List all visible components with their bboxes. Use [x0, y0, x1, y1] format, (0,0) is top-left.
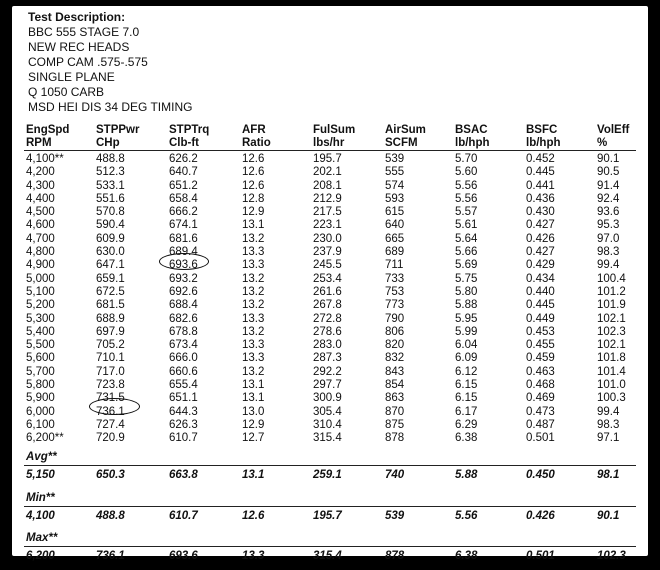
table-cell: 245.5	[313, 259, 342, 272]
table-cell: 5.61	[455, 219, 478, 232]
column-header	[385, 124, 426, 150]
table-cell: 102.1	[597, 312, 626, 325]
table-cell: 551.6	[96, 192, 125, 205]
column-header	[597, 124, 629, 150]
table-cell: 4,500	[26, 206, 55, 219]
table-cell: 6,000	[26, 405, 55, 418]
summary-divider	[24, 546, 636, 547]
table-cell: 91.4	[597, 179, 620, 192]
table-cell: 13.2	[242, 285, 265, 298]
table-cell: 5,800	[26, 379, 55, 392]
table-cell: 5.99	[455, 325, 478, 338]
table-row	[12, 233, 648, 246]
table-cell: 261.6	[313, 285, 342, 298]
table-cell: 5.56	[455, 179, 478, 192]
data-table	[12, 153, 648, 446]
table-cell: 0.441	[526, 179, 555, 192]
table-row	[12, 206, 648, 219]
table-cell: 90.1	[597, 153, 620, 165]
table-cell: 5.95	[455, 312, 478, 325]
table-row	[12, 339, 648, 352]
table-cell: 682.6	[169, 312, 198, 325]
table-cell: 5,000	[26, 272, 55, 285]
table-cell: 727.4	[96, 418, 125, 431]
table-cell: 13.0	[242, 405, 265, 418]
table-cell: 4,200	[26, 166, 55, 179]
description-line: SINGLE PLANE	[28, 70, 115, 84]
table-cell: 93.6	[597, 206, 620, 219]
table-cell: 689.4	[169, 246, 198, 259]
table-cell: 630.0	[96, 246, 125, 259]
column-header-line1: AirSum	[385, 124, 426, 136]
table-cell: 98.3	[597, 418, 620, 431]
table-cell: 488.8	[96, 153, 125, 165]
summary-cell: 195.7	[313, 510, 342, 522]
table-cell: 512.3	[96, 166, 125, 179]
table-cell: 5.88	[455, 299, 478, 312]
table-cell: 681.5	[96, 299, 125, 312]
table-cell: 310.4	[313, 418, 342, 431]
table-cell: 12.9	[242, 206, 265, 219]
summary-cell: 0.501	[526, 550, 555, 562]
table-cell: 5.56	[455, 192, 478, 205]
summary-divider	[24, 506, 636, 507]
table-cell: 5,500	[26, 339, 55, 352]
table-cell: 223.1	[313, 219, 342, 232]
table-cell: 863	[385, 392, 405, 405]
summary-row	[12, 468, 648, 482]
description-line: BBC 555 STAGE 7.0	[28, 25, 140, 39]
table-cell: 0.436	[526, 192, 555, 205]
table-cell: 672.5	[96, 285, 125, 298]
table-row	[12, 352, 648, 365]
table-cell: 95.3	[597, 219, 620, 232]
column-header	[26, 124, 69, 150]
table-cell: 555	[385, 166, 405, 179]
table-row	[12, 180, 648, 193]
summary-cell: 13.3	[242, 550, 265, 562]
table-cell: 0.487	[526, 418, 555, 431]
column-header-line2: lb/hph	[526, 137, 561, 149]
summary-label: Min**	[26, 492, 55, 504]
table-cell: 13.1	[242, 392, 265, 405]
summary-cell: 878	[385, 550, 405, 562]
table-row	[12, 326, 648, 339]
table-cell: 13.2	[242, 232, 265, 245]
table-cell: 806	[385, 325, 405, 338]
table-row	[12, 219, 648, 232]
description-line: MSD HEI DIS 34 DEG TIMING	[28, 100, 193, 114]
summary-cell: 663.8	[169, 469, 198, 481]
table-cell: 689	[385, 246, 405, 259]
table-cell: 6.29	[455, 418, 478, 431]
summary-cell: 740	[385, 469, 405, 481]
table-row	[12, 419, 648, 432]
summary-label: Avg**	[26, 451, 57, 463]
column-header	[313, 124, 355, 150]
table-cell: 237.9	[313, 246, 342, 259]
column-header-line2: lb/hph	[455, 137, 490, 149]
table-cell: 101.4	[597, 365, 626, 378]
summary-cell: 98.1	[597, 469, 620, 481]
summary-cell: 13.1	[242, 469, 265, 481]
table-cell: 681.6	[169, 232, 198, 245]
table-cell: 0.427	[526, 219, 555, 232]
table-cell: 878	[385, 432, 405, 445]
table-cell: 733	[385, 272, 405, 285]
column-header-line1: BSFC	[526, 124, 558, 136]
summary-cell: 5.56	[455, 510, 478, 522]
column-header-line2: Clb-ft	[169, 137, 200, 149]
table-cell: 705.2	[96, 339, 125, 352]
table-cell: 693.6	[169, 259, 198, 272]
table-cell: 593	[385, 192, 405, 205]
table-cell: 666.2	[169, 206, 198, 219]
table-cell: 0.440	[526, 285, 555, 298]
column-header-line2: Ratio	[242, 137, 271, 149]
summary-cell: 693.6	[169, 550, 198, 562]
table-cell: 6,100	[26, 418, 55, 431]
summary-cell: 4,100	[26, 510, 55, 522]
table-cell: 12.7	[242, 432, 265, 445]
table-cell: 5.64	[455, 232, 478, 245]
column-header	[242, 124, 271, 150]
column-header-line1: FulSum	[313, 124, 356, 136]
table-cell: 0.469	[526, 392, 555, 405]
table-cell: 267.8	[313, 299, 342, 312]
table-cell: 5.60	[455, 166, 478, 179]
table-cell: 99.4	[597, 405, 620, 418]
table-row	[12, 246, 648, 259]
summary-cell: 610.7	[169, 510, 198, 522]
table-cell: 101.2	[597, 285, 626, 298]
table-cell: 5.66	[455, 246, 478, 259]
table-cell: 98.3	[597, 246, 620, 259]
summary-cell: 5.88	[455, 469, 478, 481]
table-cell: 6.38	[455, 432, 478, 445]
table-cell: 6.04	[455, 339, 478, 352]
column-header-line1: STPTrq	[169, 124, 210, 136]
table-cell: 5.69	[455, 259, 478, 272]
table-cell: 315.4	[313, 432, 342, 445]
table-cell: 6.12	[455, 365, 478, 378]
table-cell: 5,200	[26, 299, 55, 312]
table-cell: 12.8	[242, 192, 265, 205]
table-cell: 12.6	[242, 153, 265, 165]
table-cell: 0.501	[526, 432, 555, 445]
column-header-line1: AFR	[242, 124, 266, 136]
table-cell: 673.4	[169, 339, 198, 352]
table-cell: 13.3	[242, 312, 265, 325]
table-row	[12, 366, 648, 379]
column-header	[96, 124, 139, 150]
table-row	[12, 392, 648, 405]
table-cell: 99.4	[597, 259, 620, 272]
table-cell: 13.1	[242, 379, 265, 392]
table-cell: 4,800	[26, 246, 55, 259]
table-cell: 305.4	[313, 405, 342, 418]
summary-row	[12, 549, 648, 563]
test-description	[28, 10, 192, 115]
summary-cell: 315.4	[313, 550, 342, 562]
summary-cell: 650.3	[96, 469, 125, 481]
table-row	[12, 286, 648, 299]
table-cell: 4,300	[26, 179, 55, 192]
table-cell: 736.1	[96, 405, 125, 418]
description-line: Q 1050 CARB	[28, 85, 105, 99]
table-cell: 97.1	[597, 432, 620, 445]
column-header	[455, 124, 490, 150]
table-cell: 13.3	[242, 339, 265, 352]
table-cell: 12.9	[242, 418, 265, 431]
table-cell: 5,400	[26, 325, 55, 338]
summary-cell: 6.38	[455, 550, 478, 562]
table-cell: 0.453	[526, 325, 555, 338]
table-cell: 790	[385, 312, 405, 325]
table-cell: 674.1	[169, 219, 198, 232]
table-cell: 665	[385, 232, 405, 245]
table-cell: 870	[385, 405, 405, 418]
table-cell: 300.9	[313, 392, 342, 405]
table-cell: 12.6	[242, 166, 265, 179]
table-row	[12, 432, 648, 445]
table-cell: 731.5	[96, 392, 125, 405]
table-cell: 13.2	[242, 325, 265, 338]
table-cell: 5,700	[26, 365, 55, 378]
table-cell: 0.445	[526, 166, 555, 179]
table-cell: 6.15	[455, 392, 478, 405]
table-cell: 253.4	[313, 272, 342, 285]
table-cell: 0.426	[526, 232, 555, 245]
summary-cell: 736.1	[96, 550, 125, 562]
table-cell: 90.5	[597, 166, 620, 179]
table-cell: 0.434	[526, 272, 555, 285]
table-cell: 570.8	[96, 206, 125, 219]
table-cell: 97.0	[597, 232, 620, 245]
table-cell: 6,200**	[26, 432, 64, 445]
table-cell: 12.6	[242, 179, 265, 192]
table-row	[12, 299, 648, 312]
summary-cell: 12.6	[242, 510, 265, 522]
table-cell: 0.473	[526, 405, 555, 418]
table-cell: 101.0	[597, 379, 626, 392]
table-cell: 272.8	[313, 312, 342, 325]
table-cell: 100.4	[597, 272, 626, 285]
column-header-line2: lbs/hr	[313, 137, 345, 149]
table-cell: 100.3	[597, 392, 626, 405]
summary-cell: 0.426	[526, 510, 555, 522]
table-cell: 773	[385, 299, 405, 312]
table-cell: 212.9	[313, 192, 342, 205]
table-cell: 647.1	[96, 259, 125, 272]
table-cell: 640.7	[169, 166, 198, 179]
table-cell: 533.1	[96, 179, 125, 192]
table-cell: 4,600	[26, 219, 55, 232]
table-cell: 5.80	[455, 285, 478, 298]
table-cell: 0.449	[526, 312, 555, 325]
table-cell: 723.8	[96, 379, 125, 392]
table-cell: 230.0	[313, 232, 342, 245]
table-cell: 626.3	[169, 418, 198, 431]
table-cell: 688.4	[169, 299, 198, 312]
table-cell: 610.7	[169, 432, 198, 445]
summary-cell: 6,200	[26, 550, 55, 562]
table-cell: 655.4	[169, 379, 198, 392]
column-header-line2: %	[597, 137, 608, 149]
dyno-sheet	[12, 6, 648, 562]
table-cell: 574	[385, 179, 405, 192]
table-cell: 292.2	[313, 365, 342, 378]
table-cell: 753	[385, 285, 405, 298]
table-cell: 102.1	[597, 339, 626, 352]
column-header	[169, 124, 209, 150]
table-cell: 710.1	[96, 352, 125, 365]
column-header-line2: SCFM	[385, 137, 418, 149]
table-cell: 875	[385, 418, 405, 431]
table-cell: 13.1	[242, 219, 265, 232]
column-header-line2: RPM	[26, 137, 52, 149]
table-cell: 539	[385, 153, 405, 165]
table-cell: 0.463	[526, 365, 555, 378]
table-cell: 13.2	[242, 299, 265, 312]
table-cell: 0.452	[526, 153, 555, 165]
table-cell: 297.7	[313, 379, 342, 392]
table-cell: 92.4	[597, 192, 620, 205]
table-cell: 101.8	[597, 352, 626, 365]
table-cell: 0.430	[526, 206, 555, 219]
table-cell: 217.5	[313, 206, 342, 219]
table-cell: 644.3	[169, 405, 198, 418]
summary-cell: 5,150	[26, 469, 55, 481]
table-cell: 13.3	[242, 259, 265, 272]
table-row	[12, 166, 648, 179]
table-cell: 626.2	[169, 153, 198, 165]
table-cell: 5.70	[455, 153, 478, 165]
table-cell: 13.2	[242, 272, 265, 285]
table-row	[12, 153, 648, 166]
description-title: Test Description:	[28, 10, 126, 24]
table-cell: 609.9	[96, 232, 125, 245]
table-cell: 615	[385, 206, 405, 219]
table-cell: 278.6	[313, 325, 342, 338]
table-cell: 660.6	[169, 365, 198, 378]
column-header	[526, 124, 561, 150]
table-cell: 208.1	[313, 179, 342, 192]
table-cell: 0.427	[526, 246, 555, 259]
summary-divider	[24, 465, 636, 466]
table-cell: 720.9	[96, 432, 125, 445]
table-cell: 13.3	[242, 246, 265, 259]
table-cell: 590.4	[96, 219, 125, 232]
table-row	[12, 273, 648, 286]
table-cell: 692.6	[169, 285, 198, 298]
table-cell: 854	[385, 379, 405, 392]
column-header-line1: EngSpd	[26, 124, 70, 136]
table-cell: 5,600	[26, 352, 55, 365]
table-cell: 717.0	[96, 365, 125, 378]
table-cell: 4,100**	[26, 153, 64, 165]
table-cell: 4,400	[26, 192, 55, 205]
summary-cell: 0.450	[526, 469, 555, 481]
table-row	[12, 379, 648, 392]
table-cell: 0.455	[526, 339, 555, 352]
summary-label: Max**	[26, 532, 58, 544]
table-cell: 651.1	[169, 392, 198, 405]
table-cell: 6.17	[455, 405, 478, 418]
table-row	[12, 313, 648, 326]
table-cell: 678.8	[169, 325, 198, 338]
column-header-line2: CHp	[96, 137, 120, 149]
table-cell: 5,900	[26, 392, 55, 405]
table-cell: 283.0	[313, 339, 342, 352]
table-row	[12, 406, 648, 419]
column-header-line1: VolEff	[597, 124, 630, 136]
column-header-line1: BSAC	[455, 124, 488, 136]
header-divider	[24, 150, 636, 151]
table-cell: 5,300	[26, 312, 55, 325]
summary-cell: 539	[385, 510, 405, 522]
table-cell: 711	[385, 259, 404, 272]
table-cell: 5.57	[455, 206, 478, 219]
table-cell: 640	[385, 219, 405, 232]
table-cell: 6.09	[455, 352, 478, 365]
summary-cell: 102.3	[597, 550, 626, 562]
description-line: COMP CAM .575-.575	[28, 55, 148, 69]
table-cell: 697.9	[96, 325, 125, 338]
table-cell: 658.4	[169, 192, 198, 205]
table-cell: 4,900	[26, 259, 55, 272]
summary-cell: 488.8	[96, 510, 125, 522]
summary-cell: 259.1	[313, 469, 342, 481]
table-cell: 820	[385, 339, 405, 352]
table-cell: 195.7	[313, 153, 342, 165]
table-cell: 101.9	[597, 299, 626, 312]
table-cell: 0.468	[526, 379, 555, 392]
table-cell: 202.1	[313, 166, 342, 179]
table-cell: 843	[385, 365, 405, 378]
table-cell: 4,700	[26, 232, 55, 245]
table-cell: 688.9	[96, 312, 125, 325]
summary-cell: 90.1	[597, 510, 620, 522]
table-cell: 5.75	[455, 272, 478, 285]
table-cell: 832	[385, 352, 405, 365]
table-cell: 6.15	[455, 379, 478, 392]
description-line: NEW REC HEADS	[28, 40, 130, 54]
table-cell: 5,100	[26, 285, 55, 298]
table-cell: 0.459	[526, 352, 555, 365]
table-cell: 287.3	[313, 352, 342, 365]
summary-row	[12, 509, 648, 523]
table-cell: 651.2	[169, 179, 198, 192]
table-cell: 659.1	[96, 272, 125, 285]
table-row	[12, 193, 648, 206]
table-row	[12, 259, 648, 272]
table-cell: 102.3	[597, 325, 626, 338]
table-cell: 666.0	[169, 352, 198, 365]
column-header-line1: STPPwr	[96, 124, 140, 136]
table-cell: 13.2	[242, 365, 265, 378]
table-cell: 13.3	[242, 352, 265, 365]
table-cell: 0.445	[526, 299, 555, 312]
table-cell: 0.429	[526, 259, 555, 272]
table-cell: 693.2	[169, 272, 198, 285]
